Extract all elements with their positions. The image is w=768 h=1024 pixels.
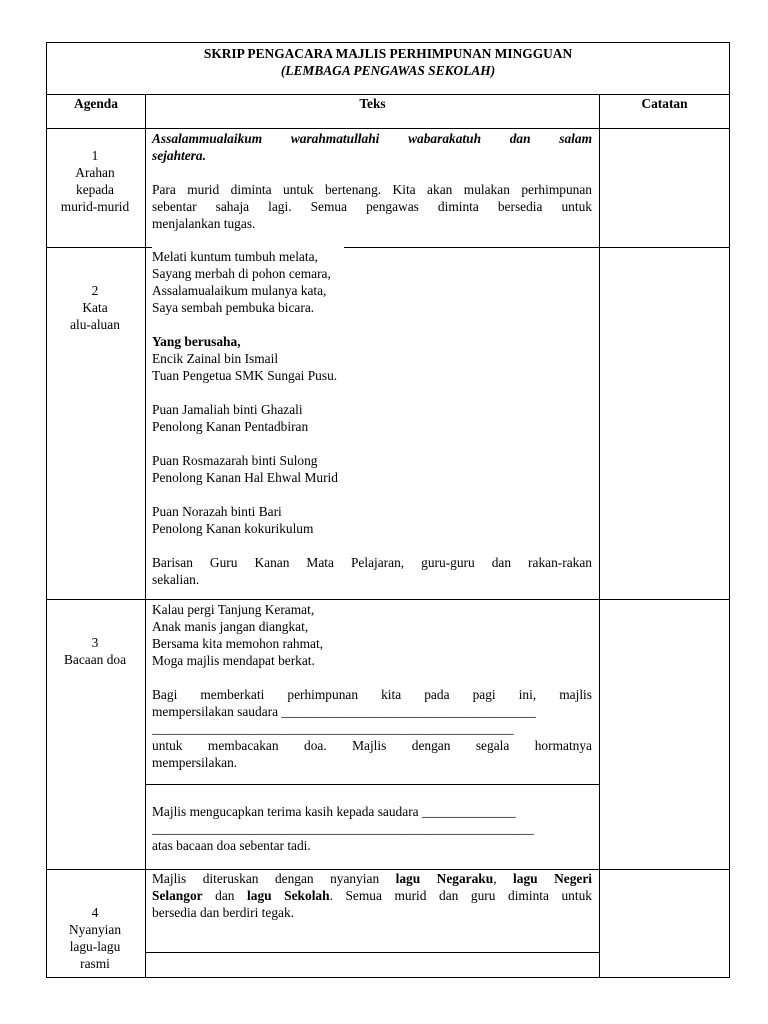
- divider: [146, 952, 600, 953]
- agenda-cell-4: [47, 904, 143, 972]
- instruction-line: menjalankan tugas.: [152, 216, 256, 231]
- invitation-line: untuk membacakan doa. Majlis dengan segala hormatnya: [152, 738, 592, 753]
- document-title: SKRIP PENGACARA MAJLIS PERHIMPUNAN MINGGUAN: [203, 46, 573, 61]
- agenda-number: 2: [91, 283, 99, 298]
- anthem-text: ,: [493, 871, 514, 886]
- guest-title: Tuan Pengetua SMK Sungai Pusu.: [152, 368, 338, 383]
- anthem-text: Majlis diteruskan dengan nyanyian: [152, 871, 396, 886]
- pantun-line: Moga majlis mendapat berkat.: [152, 653, 315, 668]
- thanks-blank: _________________________________________________________: [152, 821, 534, 836]
- anthem-text: . Semua murid dan guru diminta untuk: [329, 888, 592, 903]
- guest-title: Penolong Kanan kokurikulum: [152, 521, 314, 536]
- agenda-number: 4: [91, 905, 99, 920]
- agenda-cell-1: [47, 147, 143, 215]
- anthem-text: dan: [202, 888, 248, 903]
- instruction-line: sebentar sahaja lagi. Semua pengawas diminta bersedia untuk: [152, 199, 592, 214]
- pantun-line: Bersama kita memohon rahmat,: [152, 636, 324, 651]
- column-header-agenda: Agenda: [74, 96, 118, 111]
- agenda-label-line: lagu-lagu: [69, 939, 121, 954]
- thanks-line: atas bacaan doa sebentar tadi.: [152, 838, 311, 853]
- guest-name: Puan Rosmazarah binti Sulong: [152, 453, 318, 468]
- document-subtitle: (LEMBAGA PENGAWAS SEKOLAH): [280, 63, 496, 78]
- guest-title: Penolong Kanan Hal Ehwal Murid: [152, 470, 338, 485]
- teks-cell-4: [152, 870, 592, 921]
- pantun-line: Sayang merbah di pohon cemara,: [152, 266, 331, 281]
- instruction-line: Para murid diminta untuk bertenang. Kita akan mulakan perhimpunan: [152, 182, 592, 197]
- agenda-cell-2: [47, 282, 143, 333]
- pantun-line: Saya sembah pembuka bicara.: [152, 300, 315, 315]
- anthem-song: lagu Sekolah: [247, 888, 330, 903]
- thanks-line: Majlis mengucapkan terima kasih kepada saudara ______________: [152, 804, 516, 819]
- anthem-song: lagu Negeri: [513, 871, 592, 886]
- divider: [145, 94, 146, 978]
- teks-cell-3b: [152, 803, 592, 854]
- agenda-label-line: kepada: [76, 182, 114, 197]
- invitation-line: mempersilakan saudara ______________________________________: [152, 704, 536, 719]
- agenda-label-line: Arahan: [75, 165, 115, 180]
- agenda-label-line: Nyanyian: [68, 922, 122, 937]
- greeting-line: sejahtera.: [152, 148, 206, 163]
- salutation-line: sekalian.: [152, 572, 200, 587]
- greeting-line: Assalammualaikum warahmatullahi wabarakatuh dan salam: [152, 131, 592, 146]
- divider: [46, 94, 730, 95]
- anthem-line: [152, 870, 592, 887]
- agenda-label-line: alu-aluan: [70, 317, 120, 332]
- agenda-number: 1: [91, 148, 99, 163]
- invitation-line: Bagi memberkati perhimpunan kita pada pagi ini, majlis: [152, 687, 592, 702]
- column-header-catatan: Catatan: [641, 96, 688, 111]
- divider: [599, 94, 600, 978]
- anthem-line: [152, 887, 592, 904]
- guest-name: Puan Norazah binti Bari: [152, 504, 282, 519]
- agenda-label-line: Bacaan doa: [63, 652, 127, 667]
- pantun-line: Kalau pergi Tanjung Keramat,: [152, 602, 315, 617]
- anthem-song: Selangor: [152, 888, 203, 903]
- salutation-line: Barisan Guru Kanan Mata Pelajaran, guru-guru dan rakan-rakan: [152, 555, 592, 570]
- salutation-heading: Yang berusaha,: [152, 334, 241, 349]
- invitation-blank: ______________________________________________________: [152, 721, 514, 736]
- pantun-line: Anak manis jangan diangkat,: [152, 619, 309, 634]
- divider: [46, 599, 730, 600]
- agenda-cell-3: [47, 634, 143, 668]
- invitation-line: mempersilakan.: [152, 755, 238, 770]
- divider: [46, 128, 730, 129]
- agenda-label-line: Kata: [82, 300, 108, 315]
- divider: [146, 784, 600, 785]
- teks-cell-1: [152, 130, 592, 232]
- guest-name: Puan Jamaliah binti Ghazali: [152, 402, 303, 417]
- column-header-teks: Teks: [359, 96, 386, 111]
- agenda-number: 3: [91, 635, 99, 650]
- pantun-line: Assalamualaikum mulanya kata,: [152, 283, 327, 298]
- divider: [46, 247, 146, 248]
- anthem-song: lagu Negaraku: [395, 871, 494, 886]
- agenda-label-line: murid-murid: [60, 199, 130, 214]
- guest-title: Penolong Kanan Pentadbiran: [152, 419, 309, 434]
- guest-name: Encik Zainal bin Ismail: [152, 351, 279, 366]
- teks-cell-3: [152, 601, 592, 771]
- agenda-label-line: rasmi: [80, 956, 110, 971]
- teks-cell-2: [152, 248, 592, 588]
- anthem-line: bersedia dan berdiri tegak.: [152, 905, 295, 920]
- pantun-line: Melati kuntum tumbuh melata,: [152, 249, 318, 264]
